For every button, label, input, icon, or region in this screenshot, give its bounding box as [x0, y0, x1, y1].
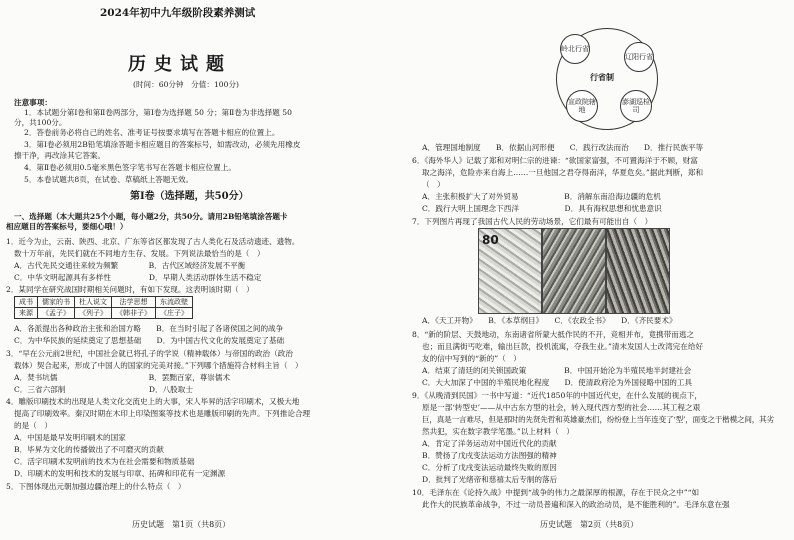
- question-line: 7．下列图片再现了我国古代人民的劳动场景，它们最有可能出自（ ）: [412, 217, 653, 226]
- option-line: A．管理国地制度 B．依据山河形便 C．践行改法而治 D．推行民族平等: [422, 143, 704, 152]
- option-line: C．大大加深了中国的半殖民地化程度 D．使清政府沦为外国侵略中国的工具: [422, 378, 693, 387]
- table-cell: 《列子》: [75, 308, 112, 319]
- diagram-center: 行省制: [590, 72, 614, 82]
- question-line: 3．“早在公元前2世纪，中国社会就已将孔子的学说（精神载体）与帝国的政治（政治: [6, 349, 293, 358]
- question-line: 友的信中写到的“新的”（ ）: [422, 354, 521, 363]
- option-line: B．毕昇为文化的传播做出了不可磨灭的贡献: [14, 445, 164, 454]
- question-line: 也；而且满街丐吃难，输出巨款，投机流寓，夺我生业。”清末发国人士改湾完在给好: [422, 342, 704, 351]
- page-2: [400, 0, 794, 540]
- option-line: A．结束了清廷的闭关锁国政策 B．中国开始沦为半殖民地半封建社会: [422, 366, 692, 375]
- table-cell: 儒家的书: [38, 297, 75, 308]
- option-line: A．古代先民交通往来较为频繁 B．古代区域经济发展不平衡: [14, 261, 246, 270]
- table-cell: 杜人说文: [75, 297, 112, 308]
- option-line: C．分析了戊戌变法运动最终失败的原因: [422, 463, 557, 472]
- question-line: 1．近今为止，云南、陕西、北京、广东等省区都发现了古人类化石及活动遗迹、遗物。: [6, 237, 300, 246]
- question-line: 此作大的民族革命战争，不过一动员普遍和深入的政治动员，是不能胜利的”。毛泽东意在强: [422, 500, 730, 509]
- table-cell: 《韩非子》: [112, 308, 156, 319]
- instructions-line: 相应题目的答案标号，要细心哦！）: [6, 222, 128, 231]
- question-line: （ ）: [422, 180, 445, 189]
- option-line: D．印刷术的发明和技术的发展与印章、拓碑和印花有一定渊源: [14, 469, 226, 478]
- question-line: 4．雕版印刷技术的出现是人类文化交流史上的大事，宋人毕昇的活字印刷术，又极大地: [6, 397, 300, 406]
- option-line: C．为中华民族的延续奠定了思想基础 D．为中国古代文化的发展奠定了基础: [14, 336, 285, 345]
- question-line: 2．某同学在研究战国时期相关问题时，有如下发现。这表明该时期（ ）: [6, 285, 254, 294]
- instructions-line: 一、选择题（本大题共25个小题，每小题2分，共50分。请用2B铅笔填涂答题卡: [14, 212, 288, 221]
- page-footer: 历史试题 第2页（共8页）: [540, 520, 639, 529]
- diagram-node: 澎湖巡检司: [620, 90, 652, 122]
- question-line: 原是一部‘转型史’——从中古东方型的社会，转入现代西方型的社会……其工程之艰: [422, 403, 701, 412]
- province-diagram: [546, 28, 666, 128]
- labor-scene-image: [606, 228, 670, 314]
- diagram-node: 辽阳行省: [624, 42, 654, 72]
- notice-line: 3．第Ⅰ卷必须用2B铅笔填涂答题卡相应题目的答案标号，如需改动，必须先用橡皮: [24, 140, 301, 149]
- exam-title: 2024年初中九年级阶段素养测试: [100, 7, 256, 19]
- option-line: A．焚书坑儒 B．罢黜百家，尊崇儒术: [14, 373, 231, 382]
- question-line: 提高了印刷效率。秦汉时期在木印上印染图案等技术也是雕版印刷的先声。下列推论合理: [14, 409, 311, 418]
- notice-line: 4．第Ⅱ卷必须用0.5毫米黑色签字笔书写在答题卡相应位置上。: [24, 163, 236, 172]
- subject-title: 历史试题: [128, 54, 232, 75]
- option-line: A．中国是最早发明印刷术的国家: [14, 433, 126, 442]
- question-line: 6．《海外华人》记载了郑和对明仁宗的进谏：“欲国家富强，不可置海洋于不顾，财富: [412, 156, 698, 165]
- option-line: C．践行大明上国理念下西洋 D．具有海权思想和忧患意识: [422, 204, 662, 213]
- option-line: A．各派提出各种政治主张和治国方略 B．在当时引起了各诸侯国之间的战争: [14, 324, 284, 333]
- stamp-image: [478, 228, 542, 314]
- table-row: [15, 297, 193, 308]
- labor-scene-image: [542, 228, 606, 314]
- question-line: 10．毛泽东在《论持久战》中提到“战争的伟力之最深厚的根源，存在于民众之中”“如: [412, 488, 700, 497]
- notice-line: 2．答卷前务必将自己的姓名、准考证号按要求填写在答题卡相应的位置上。: [24, 128, 280, 137]
- question-line: 载体）契合起来，形成了中国人的国家的完美对接。”下列哪个措施符合材料主旨（ ）: [14, 361, 303, 370]
- table-row: [15, 308, 193, 319]
- option-line: C．活字印刷术发明前的技术为在社会需要和物质基础: [14, 457, 195, 466]
- exam-meta: (时间：60分钟 分值：100分): [133, 80, 240, 89]
- question-line: 取之海洋，危险亦来自海上……一旦他国之君夺得南洋，华夏危矣。”据此判断，郑和: [422, 168, 704, 177]
- option-line: A．肯定了洋务运动对中国近代化的贡献: [422, 439, 557, 448]
- table-cell: 来源: [15, 308, 38, 319]
- notice-line: 5．本卷试题共8页，在试卷、草稿纸上答题无效。: [24, 175, 194, 184]
- notice-line: 分，共100分。: [14, 118, 67, 127]
- notice-heading: 注意事项：: [14, 98, 52, 107]
- question-line: 巨，真是一言难尽，但是那时的先贤先哲和英雄豪杰们，纷纷登上当年连变了‘型’，面变之于楷模之间，其劣: [422, 415, 774, 424]
- table-cell: 法学思想: [112, 297, 156, 308]
- table-cell: 《孟子》: [38, 308, 75, 319]
- question-line: 然共犯，实在数字教学笔墨。”以上材料（ ）: [422, 427, 574, 436]
- diagram-node: 岭北行省: [560, 34, 590, 64]
- question-line: 5．下图体现出元朝加强边疆治理上的什么特点（ ）: [6, 482, 186, 491]
- option-line: B．赞扬了戊戌变法运动方法图强的精神: [422, 451, 557, 460]
- question-line: 9．《从晚清到民国》一书中写道：“近代1850年的中国近代史，在什么发展的视点下，: [412, 391, 703, 400]
- table-cell: 成书: [15, 297, 38, 308]
- question-line: 8．“新的阶层、天鼓地动，东南诸省所蒙大抵作民的不开，竞相并布，竟携带而逃之: [412, 330, 695, 339]
- question-line: 的是（ ）: [14, 421, 52, 430]
- option-line: C．中华文明起源具有多样性 D．早期人类活动群体生活不稳定: [14, 273, 262, 282]
- option-line: A．《天工开物》 B．《本草纲目》 C．《农政全书》 D．《齐民要术》: [422, 316, 677, 325]
- option-line: C．三省六部制 D．八股取士: [14, 385, 193, 394]
- question-line: 数十万年前，先民们就在不同地方生存、发展。下列说法最恰当的是（ ）: [14, 249, 265, 258]
- option-line: D．批判了光绪帝和慈禧太后专制的落后: [422, 475, 558, 484]
- stamp-value: 80: [482, 233, 499, 247]
- option-line: A．主张积极扩大了对外贸易 B．消解东南沿海边疆的危机: [422, 192, 661, 201]
- source-table: [14, 296, 193, 319]
- table-cell: 《庄子》: [156, 308, 193, 319]
- diagram-node: 宣政院辖地: [566, 90, 598, 122]
- notice-line: 擦干净，再改涂其它答案。: [14, 151, 106, 160]
- table-cell: 东流政壁: [156, 297, 193, 308]
- notice-line: 1．本试题分第Ⅰ卷和第Ⅱ卷两部分，第Ⅰ卷为选择题 50 分；第Ⅱ卷为非选择题 50: [24, 108, 292, 117]
- section-title: 第Ⅰ卷（选择题，共50分）: [130, 191, 249, 202]
- page-footer: 历史试题 第1页（共8页）: [132, 520, 231, 529]
